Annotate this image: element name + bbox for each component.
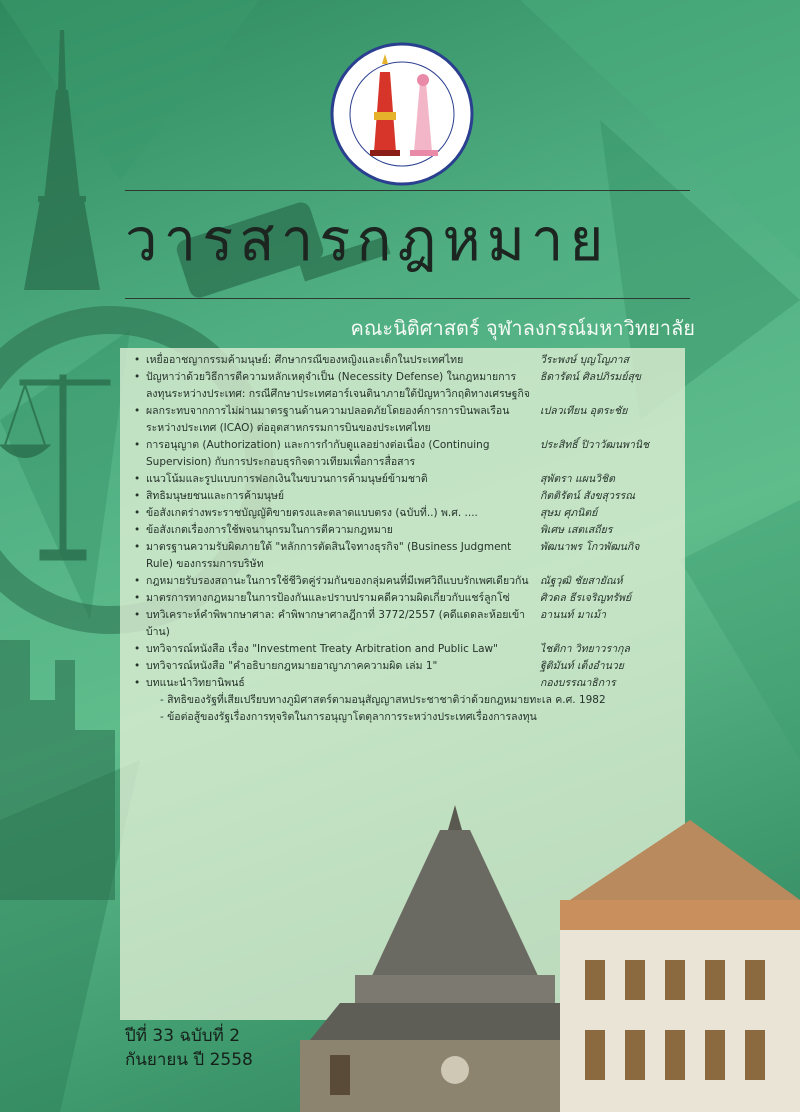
toc-title: ข้อสังเกตเรื่องการใช้พจนานุกรมในการตีความกฎหมาย (146, 524, 393, 536)
toc-author: สุพัตรา แผนวิชิต (540, 473, 615, 485)
toc-title: ปัญหาว่าด้วยวิธีการตีความหลักเหตุจำเป็น (Necessity Defense) ในกฎหมายการลงทุนระหว่างประเทศ: กรณีศึกษาประเทศอาร์เจนตินาภายใต้ปัญหาวิกฤติทางเศรษฐกิจ (146, 371, 530, 400)
bullet-icon: • (134, 405, 141, 417)
issue-info (125, 1024, 253, 1072)
toc-item (130, 522, 680, 539)
toc-author: อานนท์ มาเม้า (540, 609, 607, 621)
toc-title: บทวิเคราะห์คำพิพากษาศาล: คำพิพากษาศาลฎีกาที่ 3772/2557 (คดีแดดละห้อยเข้าบ้าน) (146, 609, 526, 638)
toc-author: ณัฐวุฒิ ชัยสายัณห์ (540, 575, 623, 587)
toc-title: บทแนะนำวิทยานิพนธ์ (146, 677, 245, 689)
toc-author: ธิดารัตน์ ศิลปภิรมย์สุข (540, 371, 642, 383)
issue-date: กันยายน ปี 2558 (125, 1050, 253, 1070)
toc-item (130, 590, 680, 607)
bullet-icon: • (134, 507, 141, 519)
top-rule (125, 190, 690, 191)
faculty-name: คณะนิติศาสตร์ จุฬาลงกรณ์มหาวิทยาลัย (350, 316, 695, 340)
toc-title: ข้อสังเกตร่างพระราชบัญญัติขายตรงและตลาดแบบตรง (ฉบับที่..) พ.ศ. .... (146, 507, 478, 519)
toc-item (130, 488, 680, 505)
toc-title: กฎหมายรับรองสถานะในการใช้ชีวิตคู่ร่วมกันของกลุ่มคนที่มีเพศวิถีแบบรักเพศเดียวกัน (146, 575, 529, 587)
toc-author: วีระพงษ์ บุญโญภาส (540, 354, 629, 366)
bullet-icon: • (134, 541, 141, 553)
toc-author: ประสิทธิ์ ปิวาวัฒนพานิช (540, 439, 650, 451)
toc-item (130, 471, 680, 488)
bullet-icon: • (134, 643, 141, 655)
bottom-rule (125, 298, 690, 299)
toc-author: ไชติกา วิทยาวรากุล (540, 643, 630, 655)
bullet-icon: • (134, 354, 141, 366)
toc-item (130, 437, 680, 471)
toc-title: สิทธิมนุษยชนและการค้ามนุษย์ (146, 490, 285, 502)
toc-item (130, 369, 680, 403)
bullet-icon: • (134, 473, 141, 485)
bullet-icon: • (134, 660, 141, 672)
toc-subitem: - สิทธิของรัฐที่เสียเปรียบทางภูมิศาสตร์ตามอนุสัญญาสหประชาชาติว่าด้วยกฎหมายทะเล ค.ศ. 1982 (160, 694, 606, 706)
table-of-contents (130, 352, 680, 726)
journal-title: วารสารกฎหมาย (125, 206, 610, 274)
toc-title: แนวโน้มและรูปแบบการฟอกเงินในขบวนการค้ามนุษย์ข้ามชาติ (146, 473, 428, 485)
bullet-icon: • (134, 490, 141, 502)
toc-item (130, 539, 680, 573)
bullet-icon: • (134, 371, 141, 383)
toc-title: ผลกระทบจากการไม่ผ่านมาตรฐานด้านความปลอดภัยโดยองค์การการบินพลเรือนระหว่างประเทศ (ICAO) ต่ออุตสาหกรรมการบินของประเทศไทย (146, 405, 510, 434)
bullet-icon: • (134, 609, 141, 621)
toc-title: การอนุญาต (Authorization) และการกำกับดูแลอย่างต่อเนื่อง (Continuing Supervision) กับการประกอบธุรกิจดาวเทียมเพื่อการสื่อสาร (146, 439, 490, 468)
toc-title: เหยื่ออาชญากรรมค้ามนุษย์: ศึกษากรณีของหญิงและเด็กในประเทศไทย (146, 354, 464, 366)
bullet-icon: • (134, 677, 141, 689)
toc-title: มาตรฐานความรับผิดภายใต้ "หลักการตัดสินใจทางธุรกิจ" (Business Judgment Rule) ของกรรมการบริษัท (146, 541, 512, 570)
toc-author: ฐิติมันท์ เต็งอำนวย (540, 660, 624, 672)
toc-author: กองบรรณาธิการ (540, 677, 616, 689)
toc-title: มาตรการทางกฎหมายในการป้องกันและปราบปรามคดีความผิดเกี่ยวกับแชร์ลูกโซ่ (146, 592, 510, 604)
toc-author: กิตติรัตน์ สังขสุวรรณ (540, 490, 636, 502)
toc-item (130, 607, 680, 641)
toc-item (130, 658, 680, 675)
toc-item (130, 352, 680, 369)
toc-item (130, 505, 680, 522)
toc-author: สุษม ศุภนิตย์ (540, 507, 598, 519)
bullet-icon: • (134, 524, 141, 536)
bullet-icon: • (134, 592, 141, 604)
toc-title: บทวิจารณ์หนังสือ เรื่อง "Investment Treaty Arbitration and Public Law" (146, 643, 498, 655)
toc-author: เปลวเทียน อุตระชัย (540, 405, 628, 417)
toc-subitem: - ข้อต่อสู้ของรัฐเรื่องการทุจริตในการอนุญาโตตุลาการระหว่างประเทศเรื่องการลงทุน (160, 711, 537, 723)
issue-volume: ปีที่ 33 ฉบับที่ 2 (125, 1026, 241, 1046)
toc-item (130, 641, 680, 658)
toc-author: ศิวดล ธีรเจริญทรัพย์ (540, 592, 632, 604)
city-silhouette (0, 640, 115, 900)
toc-item (130, 403, 680, 437)
toc-title: บทวิจารณ์หนังสือ "คำอธิบายกฎหมายอาญาภาคความผิด เล่ม 1" (146, 660, 438, 672)
toc-author: พัฒนาพร โกวพัฒนกิจ (540, 541, 640, 553)
faculty-logo (330, 42, 474, 186)
toc-author: พิเศษ เสตเสถียร (540, 524, 613, 536)
bullet-icon: • (134, 439, 141, 451)
toc-item (130, 675, 680, 726)
toc-item (130, 573, 680, 590)
bullet-icon: • (134, 575, 141, 587)
